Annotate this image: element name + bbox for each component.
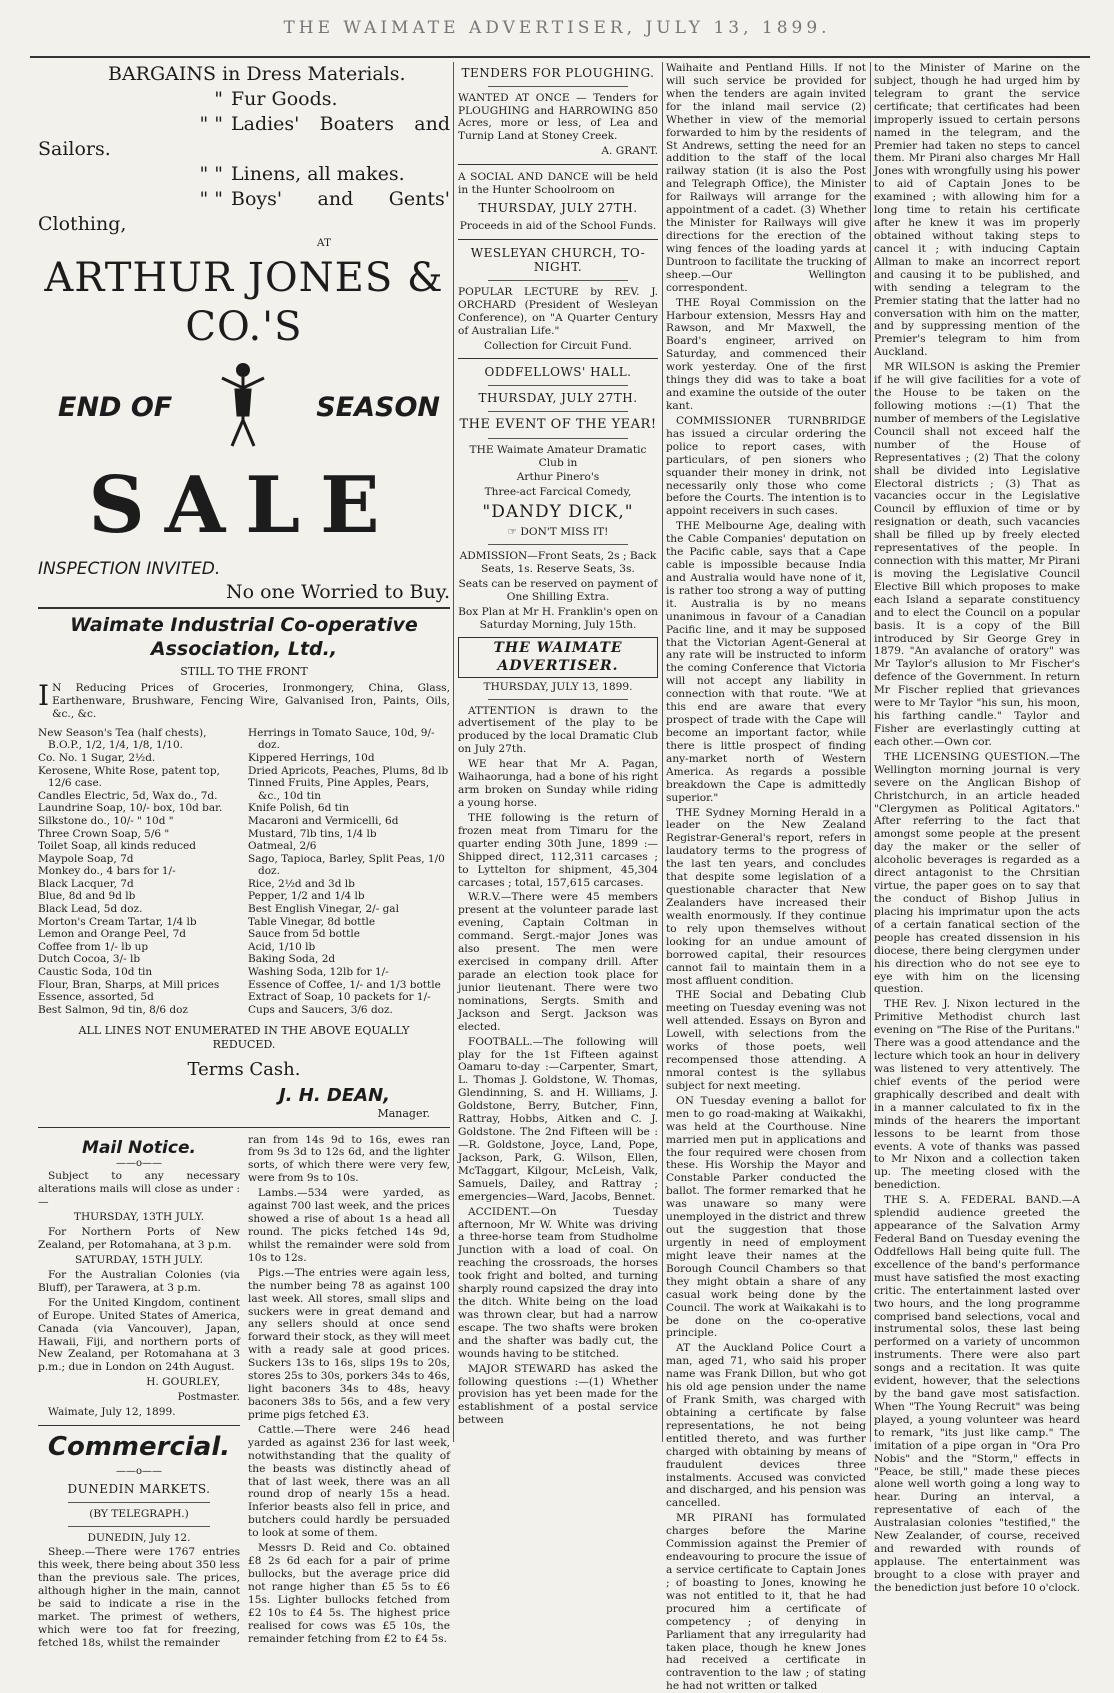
divider (38, 1425, 240, 1426)
price-item: Macaroni and Vermicelli, 6d (248, 814, 399, 827)
news-item: THE Rev. J. Nixon lectured in the Primitive Methodist church last evening on "The Rise of the Puritans." There was a good attendance and the lecture which took an hour in delivery was listened to very attentively. The chief events of the period were graphically described and dealt with in a manner calculated to fix in the minds of the hearers the important lessons to be learnt from those events. A vote of thanks was passed to Mr Nixon and a collection taken up. The meeting closed with the benediction. (874, 998, 1080, 1192)
all-lines-note: ALL LINES NOT ENUMERATED IN THE ABOVE EQUALLY REDUCED. (78, 1024, 410, 1051)
no-worry: No one Worried to Buy. (226, 581, 450, 604)
comedy-type: Three-act Farcical Comedy, (484, 486, 632, 499)
news-item: ON Tuesday evening a ballot for men to go road-making at Waikakhi, was held at the Courthouse. Nine married men put in applications and the four required were chosen from these. His Worship the Mayor and Constable Parker conducted the ballot. The former remarked that he was unaware so many were unemployed in the district and threw out the suggestion that those urgently in need of employment might leave their names at the Borough Council Chambers so that they might obtain a share of any casual work being done by the Council. The work at Waikakahi is to be done on the co-operative principle. (666, 1094, 866, 1340)
reid-report: Messrs D. Reid and Co. obtained £8 2s 6d each for a pair of prime bullocks, but the average price did not range higher than £5 5s to £6 15s. Lighter bullocks fetched from £2 10s to £4 5s. The highest price realised for cows was £5 10s, the remainder fetching from £2 to £4 5s. (248, 1542, 450, 1645)
separator: ——o—— (115, 1158, 163, 1170)
event-heading: THE EVENT OF THE YEAR! (459, 416, 657, 432)
pinero: Arthur Pinero's (516, 471, 600, 484)
figure-icon (218, 360, 268, 450)
price-item: Lemon and Orange Peel, 7d (38, 928, 187, 941)
separator: ——o—— (115, 1465, 163, 1477)
dunedin-dateline: DUNEDIN, July 12. (87, 1531, 191, 1544)
inspection-invited: INSPECTION INVITED. (38, 558, 221, 579)
company-name: ARTHUR JONES & CO.'S (44, 254, 444, 350)
short-rule (488, 438, 628, 439)
price-item: Tinned Fruits, Pine Apples, Pears, &c., 10d tin (248, 777, 430, 802)
short-rule (488, 544, 628, 545)
price-item: Dried Apricots, Peaches, Plums, 8d lb (248, 764, 449, 777)
by-telegraph: (BY TELEGRAPH.) (89, 1507, 189, 1520)
end-of-label: END OF (58, 391, 173, 423)
short-rule (488, 385, 628, 386)
news-item: W.R.V.—There were 45 members present at the volunteer parade last evening, Captain Coltman in command. Sergt.-major Jones was also present. The men were exercised in company drill. After parade an election took place for junior lieutenant. There were two nominations, Sergts. Smith and Jackson and Sergt. Jackson was elected. (458, 891, 658, 1033)
dont-miss: ☞ DON'T MISS IT! (507, 526, 609, 539)
price-item: New Season's Tea (half chests), B.O.P., 1/2, 1/4, 1/8, 1/10. (38, 726, 207, 752)
column-divider (453, 62, 454, 1442)
masthead: THE WAIMATE ADVERTISER, JULY 13, 1899. (283, 18, 831, 38)
news-item: AT the Auckland Police Court a man, aged 71, who said his proper name was Frank Dillon, but who got his old age pension under the name of Frank Smith, was charged with obtaining a certificate by false representations, he not being entitled thereto, and was further charged with obtaining by means of fraudulent devices three instalments. Accused was convicted and discharged, and his pension was cancelled. (666, 1342, 866, 1510)
postmaster-name: H. GOURLEY, (146, 1376, 220, 1389)
social-date: THURSDAY, JULY 27TH. (478, 201, 638, 216)
terms-cash: Terms Cash. (187, 1059, 301, 1081)
short-rule (488, 86, 628, 87)
price-item: Extract of Soap, 10 packets for 1/- (248, 991, 431, 1004)
news-item: THE Sydney Morning Herald in a leader on the New Zealand Registrar-General's report, refers in laudatory terms to the progress of the last ten years, and concludes that despite some legislation of a questionable character that New Zealanders have increased their wealth enormously. If they continue to rely upon themselves without looking for an undue amount of borrowed capital, their resources cannot fail to maintain them in a most affluent condition. (666, 806, 866, 987)
column-1 (38, 62, 450, 1649)
price-item: Co. No. 1 Sugar, 2½d. (38, 751, 156, 764)
bargains-ad (38, 62, 450, 605)
tenders-sign: A. GRANT. (601, 145, 658, 158)
news-item: FOOTBALL.—The following will play for the 1st Fifteen against Oamaru to-day :—Carpenter, Smart, L. Thomas J. Goldstone, W. Thomas, Glendinning, S. and H. Williams, J. Goldstone, Berry, Butcher, Finn, Rattray, Hobbs, Aitken and C. J. Goldstone. The 2nd Fifteen will be :—R. Goldstone, Joyce, Land, Pope, Jackson, Park, G. Wilson, Ellen, McTaggart, Kilgour, McLeish, Valk, Samuels, Dailey, and Rattray ; emergencies—Ward, Jacobs, Bennet. (458, 1035, 658, 1203)
mail-intro: Subject to any necessary alterations mails will close as under :— (38, 1170, 240, 1209)
at-label: AT (316, 237, 332, 249)
price-list-right (248, 727, 450, 1017)
box-plan: Box Plan at Mr H. Franklin's open on Saturday Morning, July 15th. (458, 605, 658, 631)
advertiser-date: THURSDAY, JULY 13, 1899. (483, 680, 633, 693)
price-item: Flour, Bran, Sharps, at Mill prices (38, 978, 220, 991)
mail-dateline: Waimate, July 12, 1899. (48, 1406, 176, 1419)
manager-name: J. H. DEAN, (278, 1085, 390, 1107)
price-item: Essence, assorted, 5d (38, 991, 154, 1004)
sheep-report-cont: ran from 14s 9d to 16s, ewes ran from 9s 3d to 12s 6d, and the lighter sorts, of which there were very few, were from 9s to 10s. (248, 1133, 450, 1185)
news-item: THE Melbourne Age, dealing with the Cable Companies' deputation on the Pacific cable, says that a Cape cable is impossible because India and Australia would have none of it, is rather too strong a way of putting it. Australia is by no means unanimous in favour of a Canadian Pacific line, and it may be supposed that the Victorian Agent-General at any rate will be instructed to inform the coming Conference that Victoria will not accept any liability in connection with that route. "We at this end are aware that every prospect of trade with the Cape will become an important factor, while there is little prospect of finding any-market north of Western America. As regards a possible breakdown the Cape is admittedly superior." (666, 520, 866, 804)
top-rule (30, 56, 1090, 58)
column-divider (662, 62, 663, 1442)
news-item: WE hear that Mr A. Pagan, Waihaorunga, had a bone of his right arm broken on Sunday while riding a young horse. (458, 758, 658, 809)
bargain-line: " Fur Goods. (214, 88, 338, 110)
divider (458, 239, 658, 240)
sale-heading: SALE (88, 459, 400, 551)
bargain-line: " " Linens, all makes. (199, 163, 405, 185)
price-item: Table Vinegar, 8d bottle (248, 915, 376, 928)
dramatic-club: THE Waimate Amateur Dramatic Club in (469, 443, 647, 469)
price-item: Cups and Saucers, 3/6 doz. (248, 1003, 393, 1016)
tenders-heading: TENDERS FOR PLOUGHING. (461, 66, 655, 80)
news-item: COMMISSIONER TURNBRIDGE has issued a circular ordering the police to report cases, with particulars, of pen sioners who squander their money in drink, not necessarily only those who come before the Courts. The intention is to appoint receivers in such cases. (666, 414, 866, 518)
price-item: Washing Soda, 12lb for 1/- (248, 966, 389, 979)
price-item: Best Salmon, 9d tin, 8/6 doz (38, 1003, 188, 1016)
price-item: Oatmeal, 2/6 (248, 840, 317, 853)
pigs-report: Pigs.—The entries were again less, the number being 78 as against 100 last week. All stores, small slips and suckers were in great demand and any sellers should at once send forward their stock, as they will meet with a ready sale at good prices. Suckers 13s to 16s, slips 19s to 20s, stores 25s to 30s, porkers 34s to 46s, light baconers 34s to 48s, heavy baconers 38s to 56s, and a few very prime pigs fetched £3. (248, 1266, 450, 1421)
column-divider (870, 62, 871, 1442)
price-item: Monkey do., 4 bars for 1/- (38, 865, 176, 878)
news-item: THE Royal Commission on the Harbour extension, Messrs Hay and Rawson, and Mr Maxwell, the Board's engineer, arrived on Saturday, and commenced their work yesterday. One of the first things they did was to take a boat and examine the outside of the outer kant. (666, 296, 866, 412)
price-item: Black Lead, 5d doz. (38, 903, 143, 916)
still-to-front: STILL TO THE FRONT (180, 664, 308, 678)
price-item: Baking Soda, 2d (248, 953, 336, 966)
news-item: ACCIDENT.—On Tuesday afternoon, Mr W. White was driving a three-horse team from Studholme Junction with a load of coal. On reaching the crossroads, the horses took fright and bolted, and turning sharply round capsized the dray into the ditch. White being on the load was thrown clear, but had a narrow escape. The two shafts were broken and the shafter was badly cut, the wounds having to be stitched. (458, 1205, 658, 1360)
divider (458, 164, 658, 165)
end-of-season-row (38, 358, 450, 454)
price-item: Candles Electric, 5d, Wax do., 7d. (38, 789, 218, 802)
bargain-line: " " Boys' and Gents' Clothing, (38, 188, 450, 235)
reserved-seats: Seats can be reserved on payment of One Shilling Extra. (458, 577, 658, 603)
price-item: Kerosene, White Rose, patent top, 12/6 case. (38, 764, 220, 790)
news-item: MR PIRANI has formulated charges before the Marine Commission against the Premier of endeavouring to procure the issue of a service certificate to Captain Jones ; of boasting to Jones, knowing he was not entitled to it, that he had procured him a certificate of competency ; of denying in Parliament that any irregularity had taken place, though he knew Jones had received a certificate in contravention to the law ; of stating he had not written or talked (666, 1512, 866, 1693)
news-item: THE S. A. FEDERAL BAND.—A splendid audience greeted the appearance of the Salvation Army Federal Band on Tuesday evening the Oddfellows Hall being quite full. The excellence of the band's performance must have satisfied the most exacting critic. The entertainment lasted over two hours, and the long programme comprised band selections, vocal and instrumental solos, these last being performed on a variety of uncommon instruments. There were also part songs and a recitation. It was quite evident, however, that the selections by the band gave most satisfaction. When "The Young Recruit" was being played, a young volunteer was heard to remark, "its just like camp." The imitation of a pipe organ in "Ora Pro Nobis" and the "Storm," effects in "Peace, be still," made these pieces alone well worth going a long way to hear. During an interval, a representative of each of the Australasian colonies "testified," the New Zealander, of course, received and rewarded with rounds of applause. The entertainment was brought to a close with prayer and the benediction just before 10 o'clock. (874, 1194, 1080, 1594)
price-item: Three Crown Soap, 5/6 " (38, 827, 170, 840)
news-item: THE Social and Debating Club meeting on Tuesday evening was not well attended. Essays on Byron and Lowell, with selections from the works of those poets, well recompensed those attending. A nmoral contest is the syllabus subject for next meeting. (666, 989, 866, 1092)
price-item: Acid, 1/10 lb (248, 940, 316, 953)
price-list (38, 727, 450, 1017)
price-item: Kippered Herrings, 10d (248, 751, 375, 764)
season-label: SEASON (316, 391, 440, 423)
price-list-left (38, 727, 240, 1017)
price-item: Caustic Soda, 10d tin (38, 966, 153, 979)
price-item: Black Lacquer, 7d (38, 877, 134, 890)
divider (458, 358, 658, 359)
price-item: Sago, Tapioca, Barley, Split Peas, 1/0 doz. (248, 852, 445, 878)
manager-title: Manager. (377, 1107, 430, 1121)
column-2 (458, 62, 658, 1442)
divider (38, 1127, 450, 1128)
column-4 (874, 62, 1080, 1594)
price-item: Toilet Soap, all kinds reduced (38, 840, 196, 853)
news-item: THE following is the return of frozen meat from Timaru for the quarter ending 30th June, 1899 :—Shipped direct, 112,311 carcases ; to Lyttelton for shipment, 45,304 carcases ; total, 157,615 carcases. (458, 811, 658, 889)
postmaster-role: Postmaster. (177, 1391, 240, 1404)
admission: ADMISSION—Front Seats, 2s ; Back Seats, 1s. Reserve Seats, 3s. (459, 549, 657, 575)
column-3 (666, 62, 866, 1693)
lecture-text: POPULAR LECTURE by REV. J. ORCHARD (President of Wesleyan Conference), on "A Quarter Century of Australian Life." (458, 285, 658, 337)
cattle-report: Cattle.—There were 246 head yarded as against 236 for last week, notwithstanding that the quality of the beasts was distinctly ahead of that of last week, there was an all round drop of nearly 15s a head. Inferior beasts also fell in price, and butchers could hardly be persuaded to look at some of them. (248, 1423, 450, 1540)
price-item: Essence of Coffee, 1/- and 1/3 bottle (248, 978, 441, 991)
news-item: MR WILSON is asking the Premier if he will give facilities for a vote of the House to be taken on the following motions :—(1) That the number of members of the Legislative Council shall not exceed half the number of the House of Representatives ; (2) That the colony shall be divided into Legislative Electoral districts ; (3) That as vacancies occur in the Legislative Council by effluxion of time or by resignation or death, such vacancies shall be filled up by freely elected representatives of the people. In connection with this matter, Mr Pirani is moving the Legislative Council Elective Bill which proposes to make each Island a separate constituency and to elect the Council on a popular basis. It is a copy of the Bill introduced by Sir George Grey in 1879. "An avalanche of oratory" was Mr Taylor's allusion to Mr Fischer's defence of the Government. In return Mr Fischer replied that grievances were to Mr Taylor "his sun, his moon, his farthing candle." Taylor and Fisher are everlastingly cutting at each other.—Own cor. (874, 361, 1080, 748)
price-item: Silkstone do., 10/- " 10d " (38, 814, 174, 827)
sheep-report: Sheep.—There were 1767 entries this week, there being about 350 less than the previous sale. The prices, although higher in the main, cannot be said to indicate a rise in the market. The primest of wethers, which were too fat for freezing, fetched 18s, whilst the remainder (38, 1546, 240, 1649)
commercial-title: Commercial. (47, 1432, 231, 1463)
short-rule (488, 280, 628, 281)
mail-date: SATURDAY, 15TH JULY. (74, 1253, 204, 1266)
social-text: A SOCIAL AND DANCE will be held in the Hunter Schoolroom on (458, 171, 658, 197)
coop-ad (38, 607, 450, 1121)
mail-item: For Northern Ports of New Zealand, per Rotomahana, at 3 p.m. (38, 1226, 240, 1252)
mail-item: For the Australian Colonies (via Bluff), per Tarawera, at 3 p.m. (38, 1268, 240, 1294)
price-item: Blue, 8d and 9d lb (38, 890, 136, 903)
price-item: Maypole Soap, 7d (38, 852, 134, 865)
news-item: THE LICENSING QUESTION.—The Wellington morning journal is very severe on the Anglican Bishop of Christchurch, in an article headed "Clergymen as Political Agitators." After referring to the fact that amongst some people at the present day the maker or the seller of alcoholic beverages is regarded as a direct antagonist to the Chrsitian virtue, the paper goes on to say that the conduct of Bishop Julius in placing his imprimatur upon the acts of a certain fanatical section of the people has created dissension in his diocese, there being clergymen under his direction who do not see eye to eye with him on the licensing question. (874, 750, 1080, 996)
markets-heading: DUNEDIN MARKETS. (67, 1481, 211, 1496)
price-item: Pepper, 1/2 and 1/4 lb (248, 890, 365, 903)
social-proceeds: Proceeds in aid of the School Funds. (459, 219, 657, 232)
short-rule (488, 411, 628, 412)
news-item: Waihaite and Pentland Hills. If not will such service be provided for when the tenders are again invited for the inland mail service (2) Whether in view of the memorial forwarded to him by the residents of St Andrews, setting the need for an addition to the staff of the local railway station (it is also the Post and Telegraph Office), the Minister for Railways will arrange for the appointment of a cadet. (3) Whether the Minister for Railways will give directions for the erection of the wing fences of the loading yards at Duntroon to facilitate the trucking of sheep.—Our Wellington correspondent. (666, 62, 866, 294)
wesleyan-heading: WESLEYAN CHURCH, TO-NIGHT. (470, 245, 646, 275)
short-rule (68, 1526, 210, 1527)
price-item: Sauce from 5d bottle (248, 928, 360, 941)
coop-intro: I N Reducing Prices of Groceries, Ironmongery, China, Glass, Earthenware, Brushware, Fencing Wire, Galvanised Iron, Paints, Oils, &c., &c. (38, 678, 450, 720)
news-item: to the Minister of Marine on the subject, though he had urged him by telegram to grant the service certificate; that certificates had been improperly issued to certain persons named in the telegram, and the Premier had taken no steps to cancel them. Mr Pirani also charges Mr Hall Jones with wrongfully using his power to aid of Captain Jones to be examined ; with allowing him for a long time to retain his certificate after he knew it was im properly obtained without taking steps to cancel it ; with inducing Captain Allman to make an incorrect report and causing it to be published, and with sending a telegram to the Premier stating that the latter had no conversation with him on the matter, and by suppressing mention of the Premier's telegram to him from Auckland. (874, 62, 1080, 359)
bargain-line: BARGAINS in Dress Materials. (108, 63, 406, 85)
price-item: Dutch Cocoa, 3/- lb (38, 953, 141, 966)
mail-date: THURSDAY, 13TH JULY. (73, 1211, 205, 1224)
play-title: "DANDY DICK," (482, 502, 634, 523)
short-rule (68, 1502, 210, 1503)
price-item: Laundrine Soap, 10/- box, 10d bar. (38, 802, 223, 815)
market-report-col (248, 1134, 450, 1652)
tenders-text: WANTED AT ONCE — Tenders for PLOUGHING and HARROWING 850 Acres, more or less, of Lea and Turnip Land at Stoney Creek. (458, 91, 658, 143)
price-item: Herrings in Tomato Sauce, 10d, 9/- doz. (248, 726, 435, 752)
coop-name: Waimate Industrial Co-operative Association, Ltd., (38, 607, 450, 661)
price-item: Coffee from 1/- lb up (38, 940, 149, 953)
price-item: Rice, 2½d and 3d lb (248, 877, 355, 890)
mail-notice-title: Mail Notice. (82, 1137, 196, 1158)
price-item: Best English Vinegar, 2/- gal (248, 903, 399, 916)
bargain-line: " " Ladies' Boaters and Sailors. (38, 113, 450, 160)
lower-two-columns (38, 1134, 450, 1652)
oddfellows-date: THURSDAY, JULY 27TH. (478, 391, 638, 406)
collection-note: Collection for Circuit Fund. (484, 339, 632, 352)
news-item: MAJOR STEWARD has asked the following questions :—(1) Whether provision has yet been made for the establishment of a postal service between (458, 1362, 658, 1427)
mail-item: For the United Kingdom, continent of Europe. United States of America, Canada (via Vancouver), Japan, Hawaii, Fiji, and northern ports of New Zealand, per Rotomahana at 3 p.m.; due in London on 24th August. (38, 1296, 240, 1374)
short-rule (488, 699, 628, 700)
price-item: Morton's Cream Tartar, 1/4 lb (38, 915, 197, 928)
mail-commercial-col (38, 1134, 240, 1652)
price-item: Mustard, 7lb tins, 1/4 lb (248, 827, 377, 840)
oddfellows-heading: ODDFELLOWS' HALL. (484, 365, 632, 380)
news-item: ATTENTION is drawn to the advertisement of the play to be produced by the local Dramatic Club on July 27th. (458, 704, 658, 756)
advertiser-title: THE WAIMATE ADVERTISER. (458, 637, 658, 677)
price-item: Knife Polish, 6d tin (248, 802, 349, 815)
lambs-report: Lambs.—534 were yarded, as against 700 last week, and the prices showed a rise of about 1s a head all round. The picks fetched 14s 9d, whilst the remainder were sold from 10s to 12s. (248, 1187, 450, 1264)
